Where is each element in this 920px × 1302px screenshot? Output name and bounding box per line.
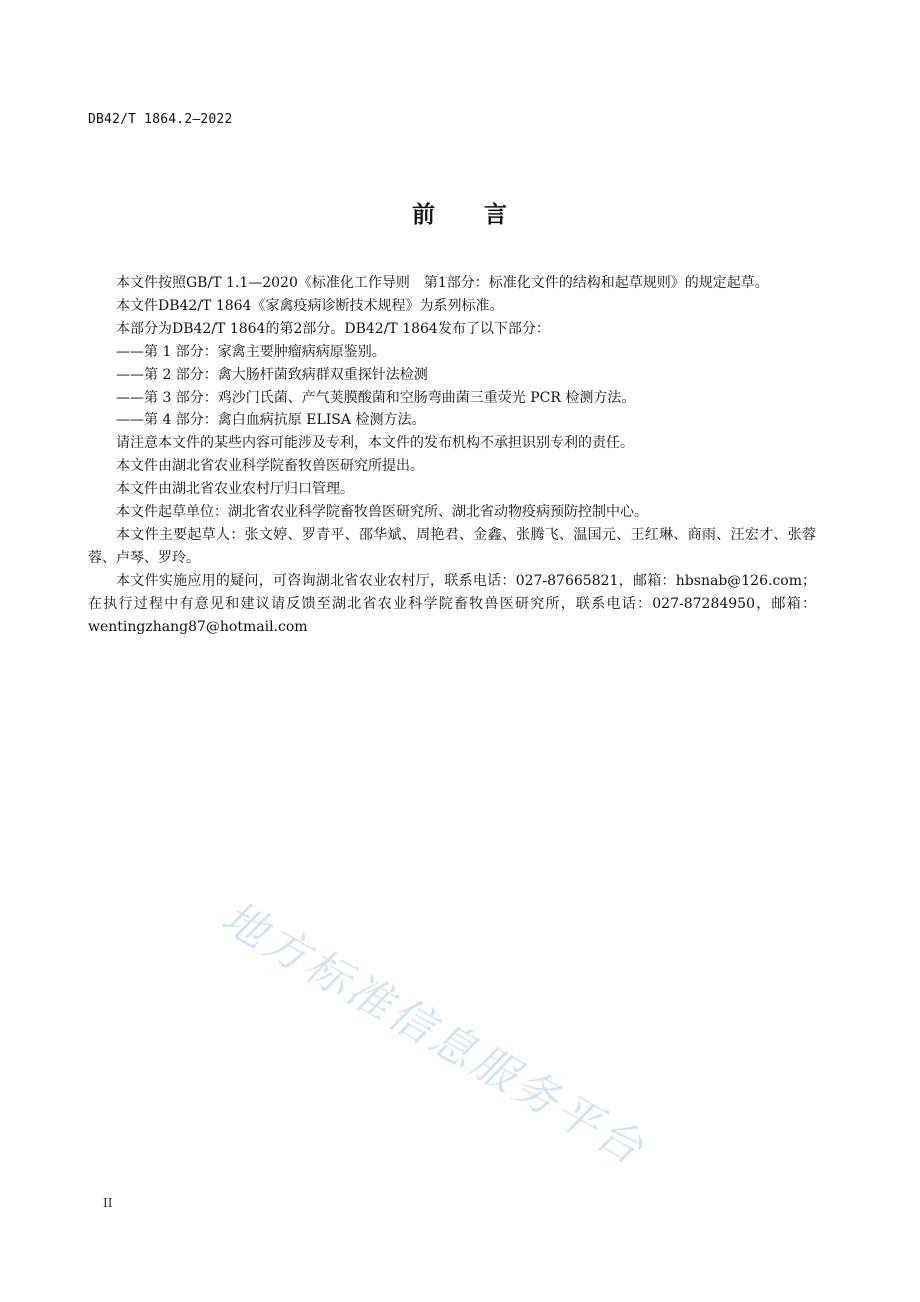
paragraph-part-info: 本部分为DB42/T 1864的第2部分。DB42/T 1864发布了以下部分： [116,320,550,337]
list-item-part-2: ——第 2 部分：禽大肠杆菌致病群双重探针法检测 [116,366,428,383]
page-title [0,196,920,229]
paragraph-contact: 本文件实施应用的疑问，可咨询湖北省农业农村厅，联系电话：027-87665821，邮箱：hbsnab@126.com；在执行过程中有意见和建议请反馈至湖北省农业科学院畜牧兽医研究所，联系电话：027-87284950，邮箱：wentingzhang87@hotmail.com [88,572,816,635]
foreword-body [88,272,816,639]
paragraph-drafting-units: 本文件起草单位：湖北省农业科学院畜牧兽医研究所、湖北省动物疫病预防控制中心。 [116,504,648,521]
list-item-part-1: ——第 1 部分：家禽主要肿瘤病病原鉴别。 [116,343,386,360]
paragraph-drafters: 本文件主要起草人：张文婷、罗青平、邵华斌、周艳君、金鑫、张腾飞、温国元、王红琳、商雨、汪宏才、张蓉蓉、卢琴、罗玲。 [88,526,816,566]
title-char-2: 言 [484,202,508,228]
watermark: 地方标准信息服务平台 [213,891,655,1176]
list-item-part-3: ——第 3 部分：鸡沙门氏菌、产气荚膜酸菌和空肠弯曲菌三重荧光 PCR 检测方法。 [116,389,636,406]
page-number: II [103,1196,113,1210]
paragraph-proposer: 本文件由湖北省农业科学院畜牧兽医研究所提出。 [116,458,424,475]
paragraph-drafting-basis: 本文件按照GB/T 1.1—2020《标准化工作导则 第1部分：标准化文件的结构和起草规则》的规定起草。 [116,275,769,291]
standard-code: DB42/T 1864.2—2022 [88,112,233,127]
list-item-part-4: ——第 4 部分：禽白血病抗原 ELISA 检测方法。 [116,412,426,429]
title-char-1: 前 [412,202,436,228]
paragraph-patent-notice: 请注意本文件的某些内容可能涉及专利，本文件的发布机构不承担识别专利的责任。 [116,435,634,452]
paragraph-series: 本文件DB42/T 1864《家禽疫病诊断技术规程》为系列标准。 [116,297,504,314]
paragraph-administrator: 本文件由湖北省农业农村厅归口管理。 [116,481,354,498]
